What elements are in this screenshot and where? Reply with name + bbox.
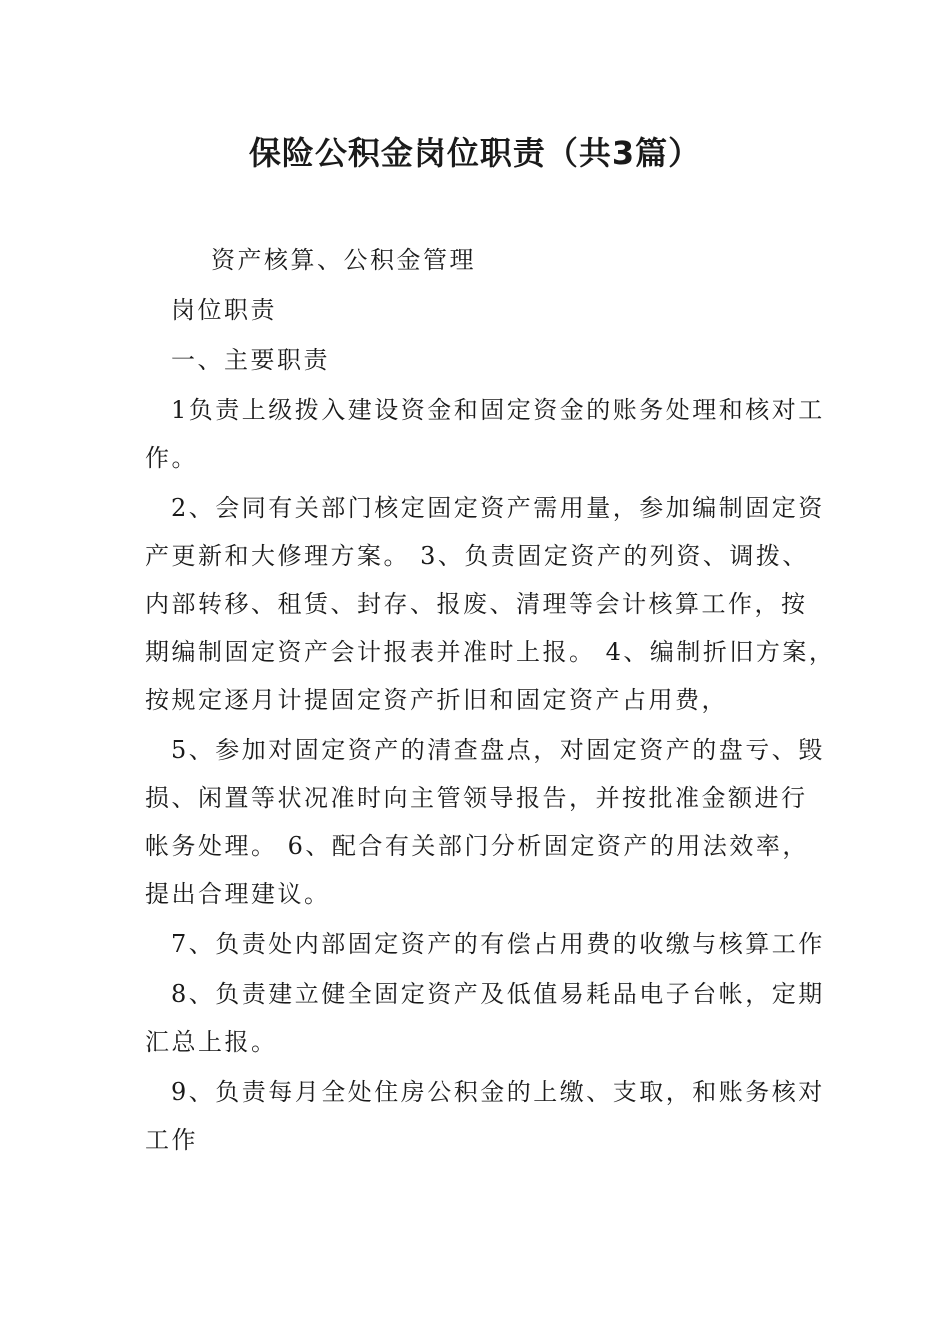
body-line: 资产核算、公积金管理 bbox=[211, 246, 476, 274]
body-line: 8、负责建立健全固定资产及低值易耗品电子台帐，定期 bbox=[171, 980, 825, 1008]
body-line: 1负责上级拨入建设资金和固定资金的账务处理和核对工 bbox=[171, 396, 825, 424]
body-line: 岗位职责 bbox=[171, 296, 277, 324]
body-line: 5、参加对固定资产的清查盘点，对固定资产的盘亏、毁 bbox=[171, 736, 825, 764]
body-line: 期编制固定资产会计报表并准时上报。 4、编制折旧方案， bbox=[145, 638, 836, 666]
body-line: 提出合理建议。 bbox=[145, 880, 331, 908]
body-line: 汇总上报。 bbox=[145, 1028, 278, 1056]
body-line: 9、负责每月全处住房公积金的上缴、支取，和账务核对 bbox=[171, 1078, 825, 1106]
body-line: 7、负责处内部固定资产的有偿占用费的收缴与核算工作 bbox=[171, 930, 825, 958]
document-title: 保险公积金岗位职责（共3篇） bbox=[248, 134, 702, 172]
body-line: 2、会同有关部门核定固定资产需用量，参加编制固定资 bbox=[171, 494, 825, 522]
document-body bbox=[145, 236, 835, 1164]
body-line: 产更新和大修理方案。 3、负责固定资产的列资、调拨、 bbox=[145, 542, 809, 570]
body-line: 作。 bbox=[145, 444, 198, 472]
body-line: 帐务处理。 6、配合有关部门分析固定资产的用法效率， bbox=[145, 832, 809, 860]
body-line: 按规定逐月计提固定资产折旧和固定资产占用费， bbox=[145, 686, 728, 714]
body-line: 损、闲置等状况准时向主管领导报告，并按批准金额进行 bbox=[145, 784, 808, 812]
body-line: 内部转移、租赁、封存、报废、清理等会计核算工作，按 bbox=[145, 590, 808, 618]
body-line: 工作 bbox=[145, 1126, 198, 1154]
body-line: 一、主要职责 bbox=[171, 346, 330, 374]
